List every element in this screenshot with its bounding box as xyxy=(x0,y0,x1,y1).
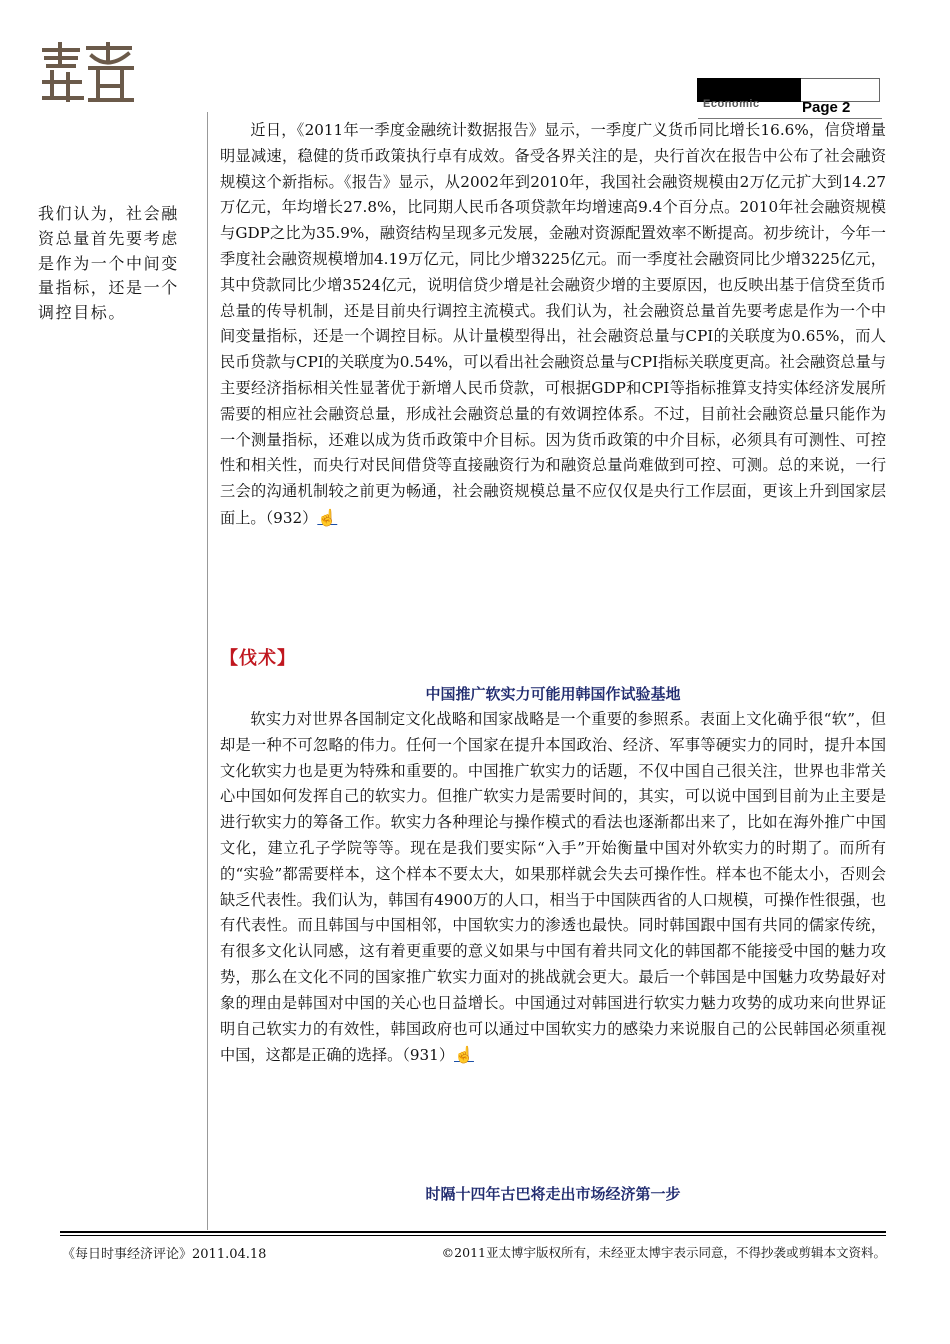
article-2-text: 软实力对世界各国制定文化战略和国家战略是一个重要的参照系。表面上文化确乎很“软”，但却是一种不可忽略的伟力。任何一个国家在提升本国政治、经济、军事等硬实力的同时，提升本国文化软实力也是更为特殊和重要的。中国推广软实力的话题，不仅中国自己很关注，世界也非常关心中国如何发挥自己的软实力。但推广软实力是需要时间的，其实，可以说中国到目前为止主要是进行软实力的筹备工作。软实力各种理论与操作模式的看法也逐渐都出来了，比如在海外推广中国文化，建立孔子学院等等。现在是我们要实际“入手”开始衡量中国对外软实力的时期了。而所有的“实验”都需要样本，这个样本不要太大，如果那样就会失去可操作性。样本也不能太小，否则会缺乏代表性。我们认为，韩国有4900万的人口，相当于中国陕西省的人口规模，可操作性很强，也有代表性。而且韩国与中国相邻，中国软实力的渗透也最快。同时韩国跟中国有共同的儒家传统，有很多文化认同感，这有着更重要的意义如果与中国有着共同文化的韩国都不能接受中国的魅力攻势，那么在文化不同的国家推广软实力面对的挑战就会更大。最后一个韩国是中国魅力攻势最好对象的理由是韩国对中国的关心也日益增长。中国通过对韩国进行软实力魅力攻势的成功来向世界证明自己软实力的有效性，韩国政府也可以通过中国软实力的感染力来说服自己的公民韩国必须重视中国，这都是正确的选择。（931） xyxy=(220,710,886,1065)
sidebar-pull-quote: 我们认为，社会融资总量首先要考虑是作为一个中间变量指标，还是一个调控目标。 xyxy=(38,204,179,323)
article-1-text: 近日，《2011年一季度金融统计数据报告》显示，一季度广义货币同比增长16.6%，信贷增量明显减速，稳健的货币政策执行卓有成效。备受各界关注的是，央行首次在报告中公布了社会融资规模这个新指标。《报告》显示，从2002年到2010年，我国社会融资规模由2万亿元扩大到14.27万亿元，年均增长27.8%，比同期人民币各项贷款年均增速高9.4个百分点。2010年社会融资规模与GDP之比为35.9%，融资结构呈现多元发展，金融对资源配置效率不断提高。初步统计，今年一季度社会融资规模增加4.19万亿元，同比少增3225亿元。而一季度社会融资同比少增3225亿元，其中贷款同比少增3524亿元，说明信贷少增是社会融资少增的主要原因，也反映出基于信贷至货币总量的传导机制，还是目前央行调控主流模式。我们认为，社会融资总量首先要考虑是作为一个中间变量指标，还是一个调控目标。从计量模型得出，社会融资总量与CPI的关联度为0.65%，而人民币贷款与CPI的关联度为0.54%，可以看出社会融资总量与CPI指标关联度更高。社会融资总量与主要经济指标相关性显著优于新增人民币贷款，可根据GDP和CPI等指标推算支持实体经济发展所需要的相应社会融资总量，形成社会融资总量的有效调控体系。不过，目前社会融资总量只能作为一个测量指标，还难以成为货币政策中介目标。因为货币政策的中介目标，必须具有可测性、可控性和相关性，而央行对民间借贷等直接融资行为和融资总量尚难做到可控、可测。总的来说，一行三会的沟通机制较之前更为畅通，社会融资规模总量不应仅仅是央行工作层面，更该上升到国家层面上。（932） xyxy=(220,121,886,527)
article-3-headline: 时隔十四年古巴将走出市场经济第一步 xyxy=(425,1185,681,1203)
pointing-hand-icon[interactable]: ☝ xyxy=(454,1045,474,1065)
footer-copyright: ©2011亚太博宇版权所有，未经亚太博宇表示同意，不得抄袭或剪辑本文资料。 xyxy=(441,1245,886,1260)
footer-publication: 《每日时事经济评论》2011.04.18 xyxy=(62,1247,267,1262)
pointing-hand-icon[interactable]: ☝ xyxy=(317,507,338,527)
page-number: Page 2 xyxy=(802,99,851,116)
article-1-body xyxy=(220,118,886,532)
seal-logo-icon xyxy=(38,42,136,104)
article-2-headline: 中国推广软实力可能用韩国作试验基地 xyxy=(425,685,681,703)
header-ghost-text: Economic xyxy=(703,98,760,108)
footer-rule-thin xyxy=(60,1235,886,1236)
section-title: 【伐术】 xyxy=(220,648,296,669)
footer-rule-thick xyxy=(60,1231,886,1233)
article-2-body xyxy=(220,707,886,1069)
column-divider xyxy=(207,112,208,1230)
